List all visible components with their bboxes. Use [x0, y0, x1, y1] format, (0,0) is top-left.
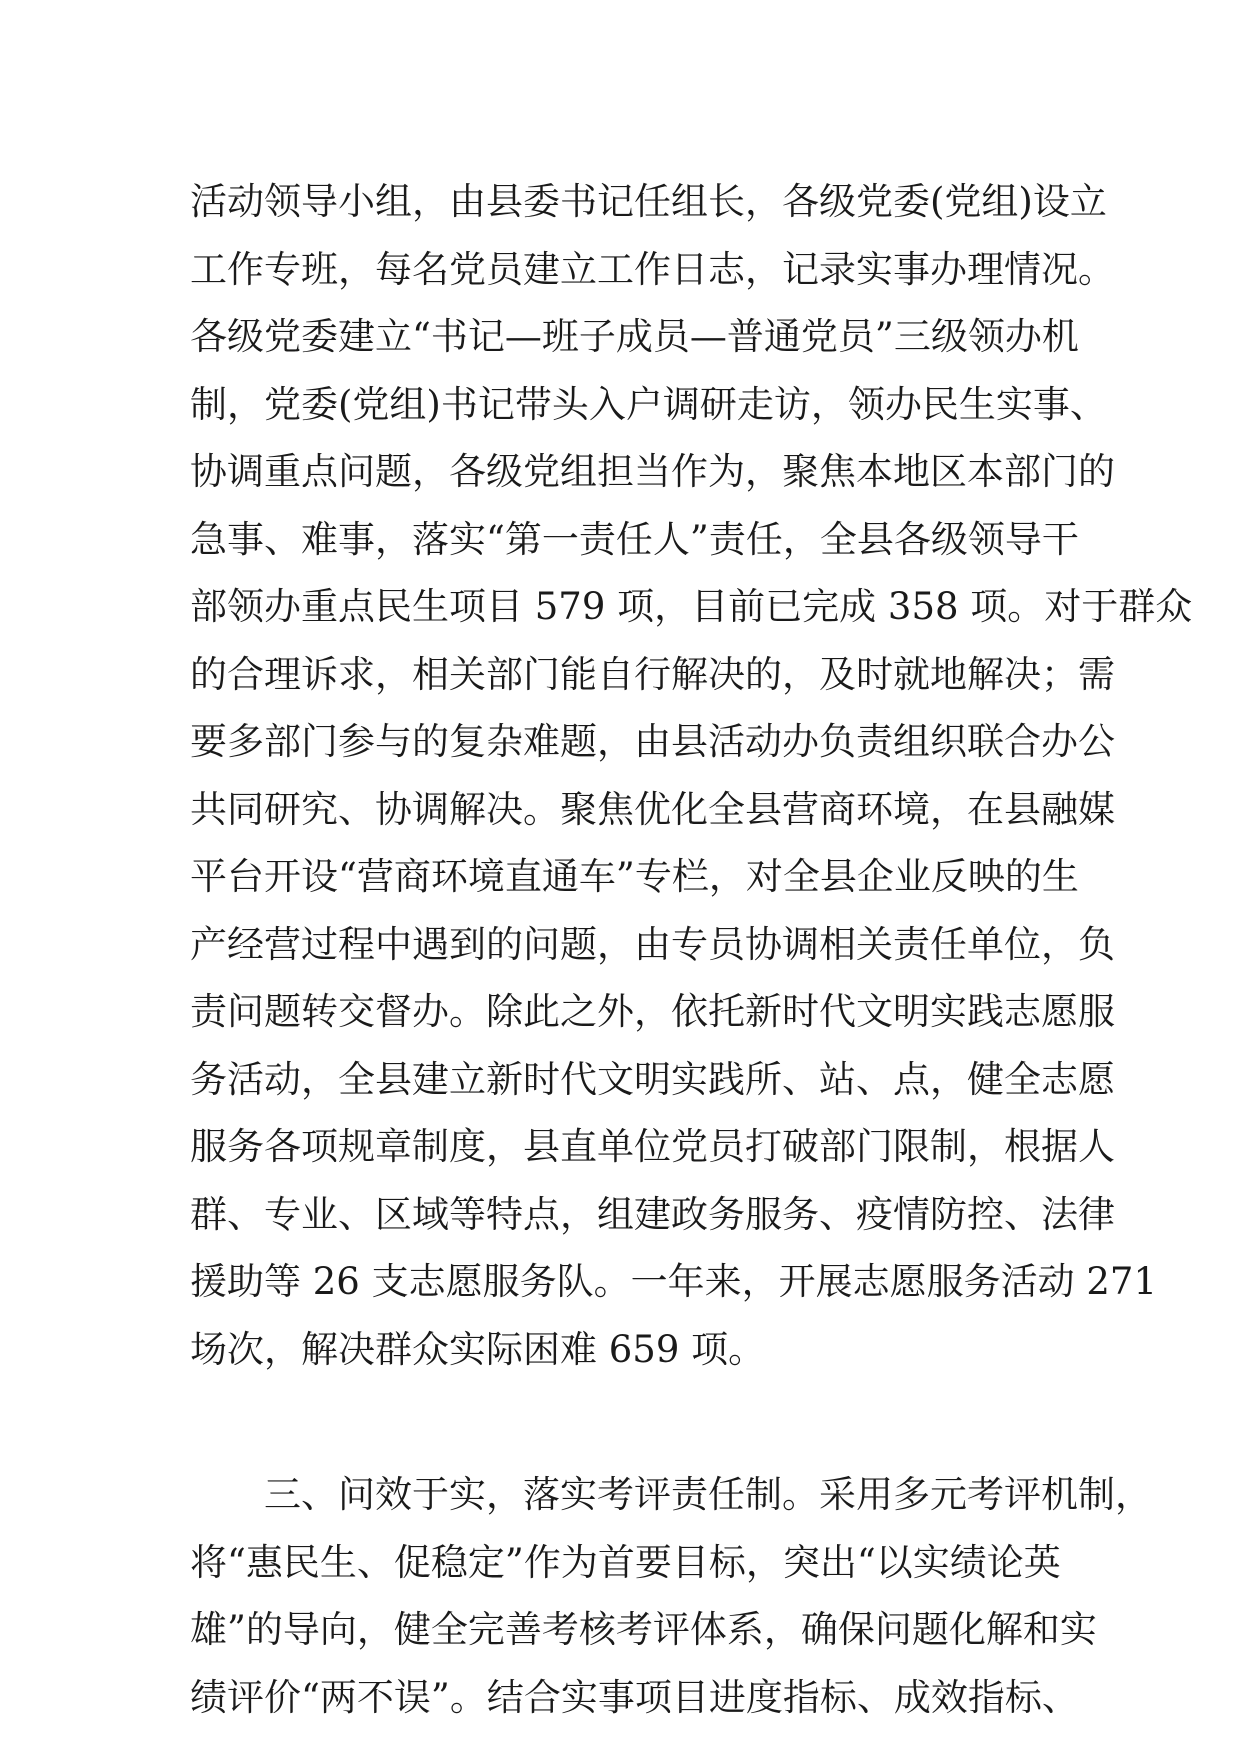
text-line: 部领办重点民生项目 579 项，目前已完成 358 项。对于群众	[190, 585, 1193, 628]
text-line: 雄”的导向，健全完善考核考评体系，确保问题化解和实	[190, 1608, 1097, 1651]
text-line: 援助等 26 支志愿服务队。一年来，开展志愿服务活动 271	[190, 1260, 1157, 1303]
text-line: 服务各项规章制度，县直单位党员打破部门限制，根据人	[190, 1125, 1115, 1168]
text-line: 绩评价“两不误”。结合实事项目进度指标、成效指标、	[190, 1675, 1079, 1719]
text-line: 群、专业、区域等特点，组建政务服务、疫情防控、法律	[190, 1192, 1115, 1236]
text-line: 产经营过程中遇到的问题，由专员协调相关责任单位，负	[190, 922, 1115, 966]
document-body	[190, 168, 1193, 1731]
text-line: 务活动，全县建立新时代文明实践所、站、点，健全志愿	[190, 1057, 1115, 1101]
text-line: 工作专班，每名党员建立工作日志，记录实事办理情况。	[190, 247, 1115, 291]
text-line: 三、问效于实，落实考评责任制。采用多元考评机制，	[264, 1473, 1152, 1516]
text-line: 将“惠民生、促稳定”作为首要目标，突出“以实绩论英	[190, 1540, 1061, 1584]
text-line: 责问题转交督办。除此之外，依托新时代文明实践志愿服	[190, 990, 1115, 1033]
paragraph-1	[190, 168, 1193, 1383]
text-line: 急事、难事，落实“第一责任人”责任，全县各级领导干	[190, 517, 1079, 561]
paragraph-spacer	[190, 1383, 1070, 1461]
text-line: 场次，解决群众实际困难 659 项。	[190, 1327, 766, 1371]
text-line: 协调重点问题，各级党组担当作为，聚焦本地区本部门的	[190, 450, 1115, 493]
text-line: 平台开设“营商环境直通车”专栏，对全县企业反映的生	[190, 855, 1079, 898]
text-line: 共同研究、协调解决。聚焦优化全县营商环境，在县融媒	[190, 787, 1115, 831]
text-line: 要多部门参与的复杂难题，由县活动办负责组织联合办公	[190, 720, 1115, 763]
text-line: 各级党委建立“书记—班子成员—普通党员”三级领办机	[190, 315, 1079, 358]
text-line: 制，党委(党组)书记带头入户调研走访，领办民生实事、	[190, 382, 1107, 426]
text-line: 的合理诉求，相关部门能自行解决的，及时就地解决；需	[190, 652, 1115, 696]
text-line: 活动领导小组，由县委书记任组长，各级党委(党组)设立	[190, 180, 1107, 223]
paragraph-2	[190, 1461, 1152, 1731]
